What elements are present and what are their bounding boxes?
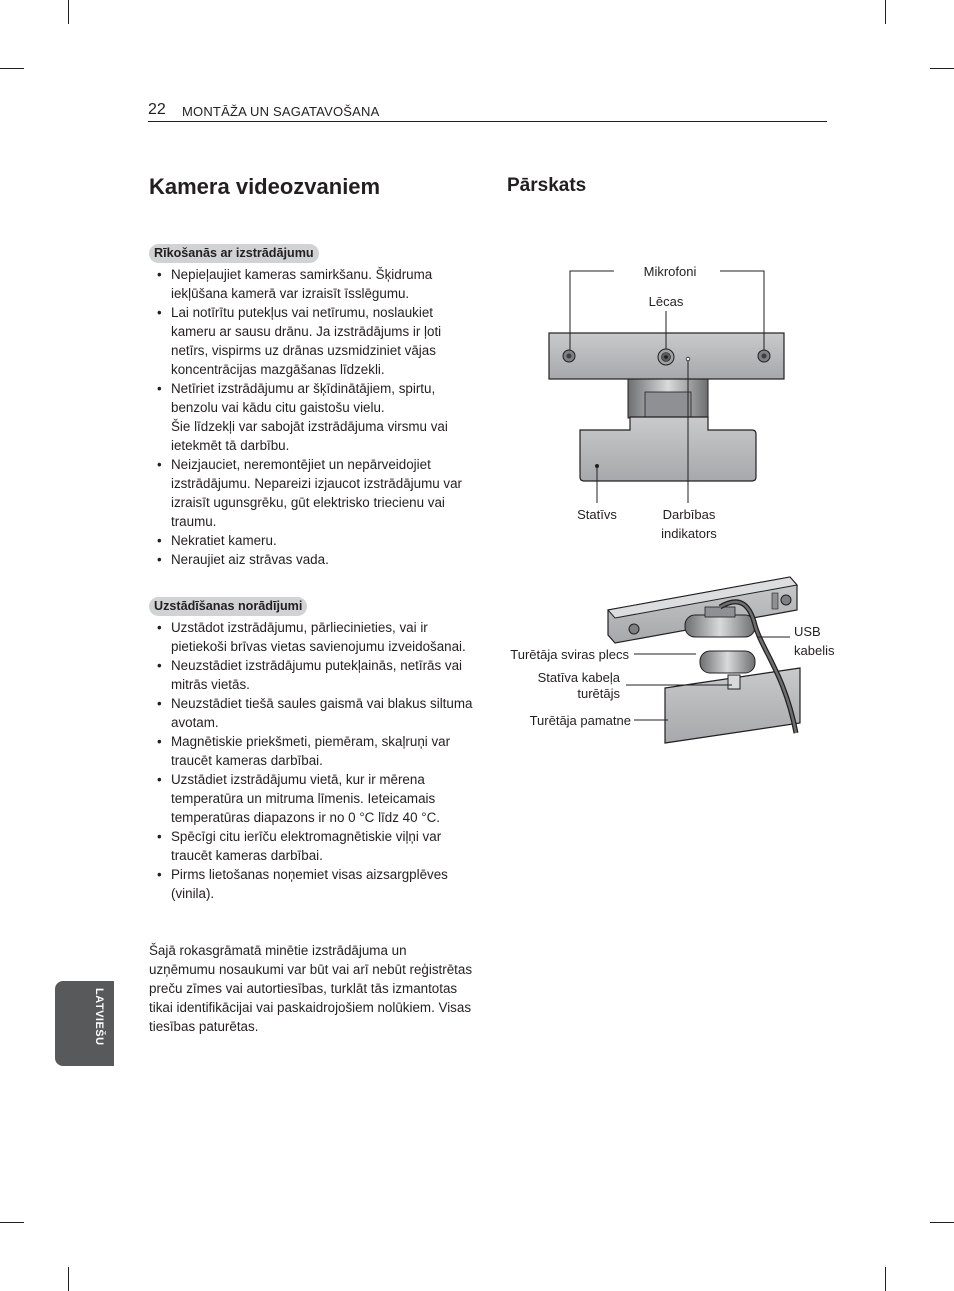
list-item: • Nepieļaujiet kameras samirkšanu. Šķidruma iekļūšana kamerā var izraisīt īsslēgumu. — [149, 265, 474, 303]
label-lens: Lēcas — [648, 294, 684, 309]
list-item: • Netīriet izstrādājumu ar šķīdinātājiem, spirtu, benzolu vai kādu citu gaistošu vielu. Šie līdzekļi var sabojāt izstrādājuma virsmu vai ietekmēt tā darbību. — [149, 379, 474, 455]
lens-icon — [658, 349, 674, 365]
disclaimer: Šajā rokasgrāmatā minētie izstrādājuma un uzņēmumu nosaukumi var būt vai arī nebūt reģistrētas preču zīmes vai autortiesības, turklāt tās izmantotas tikai identifikācijai vai paskaidrojošiem nolūkiem. Visas tiesības paturētas. — [149, 943, 473, 1034]
page-title: Kamera videozvaniem — [149, 174, 381, 199]
microphone-icon — [758, 350, 770, 362]
handling-heading: Rīkošanās ar izstrādājumu — [149, 244, 319, 263]
label-usb-line2: kabelis — [794, 643, 835, 658]
language-tab — [55, 981, 114, 1066]
list-item: • Uzstādiet izstrādājumu vietā, kur ir mērena temperatūra un mitruma līmenis. Ieteicamais temperatūras diapazons ir no 0 °C līdz 40 °C. — [149, 770, 474, 827]
list-item: • Neizjauciet, neremontējiet un nepārveidojiet izstrādājumu. Nepareizi izjaucot izstrādājumu var izraisīt ugunsgrēku, gūt elektrisko triecienu vai traumu. — [149, 455, 474, 531]
label-microphones: Mikrofoni — [643, 264, 697, 279]
indicator-icon — [686, 357, 690, 361]
list-item: • Nekratiet kameru. — [149, 531, 474, 550]
list-item-note: Šie līdzekļi var sabojāt izstrādājuma virsmu vai ietekmēt tā darbību. — [171, 419, 448, 453]
crop-mark — [885, 1267, 886, 1291]
section-name: MONTĀŽA UN SAGATAVOŠANA — [182, 104, 380, 119]
list-item: • Magnētiskie priekšmeti, piemēram, skaļruņi var traucēt kameras darbībai. — [149, 732, 474, 770]
label-indicator-line1: Darbības — [662, 507, 716, 522]
installation-heading: Uzstādīšanas norādījumi — [149, 597, 307, 616]
handling-section — [149, 243, 474, 569]
crop-mark — [68, 0, 69, 24]
list-item: • Pirms lietošanas noņemiet visas aizsargplēves (vinila). — [149, 865, 474, 903]
list-item: • Lai notīrītu putekļus vai netīrumu, noslaukiet kameru ar sausu drānu. Ja izstrādājums ir ļoti netīrs, vispirms uz drānas uzsmidziniet vājas koncentrācijas mazgāšanas līdzekli. — [149, 303, 474, 379]
label-lever: Turētāja sviras plecs — [510, 647, 629, 662]
list-item: • Neraujiet aiz strāvas vada. — [149, 550, 474, 569]
list-item: • Spēcīgi citu ierīču elektromagnētiskie viļņi var traucēt kameras darbībai. — [149, 827, 474, 865]
label-indicator-line2: indikators — [661, 526, 717, 541]
label-stand: Statīvs — [577, 507, 617, 522]
crop-mark — [0, 68, 24, 69]
label-base: Turētāja pamatne — [529, 713, 631, 728]
running-header — [148, 101, 827, 122]
camera-diagram — [500, 255, 850, 745]
stand-marker — [595, 464, 599, 468]
crop-mark — [885, 0, 886, 24]
handling-list — [149, 265, 474, 569]
label-cable-holder-line2: turētājs — [577, 686, 620, 701]
crop-mark — [68, 1267, 69, 1291]
installation-section — [149, 596, 474, 903]
installation-list — [149, 618, 474, 903]
list-item: • Neuzstādiet izstrādājumu putekļainās, netīrās vai mitrās vietās. — [149, 656, 474, 694]
page-number: 22 — [148, 101, 166, 118]
overview-title: Pārskats — [507, 175, 587, 196]
list-item: • Uzstādot izstrādājumu, pārliecinieties, vai ir pietiekoši brīvas vietas savienojumu izveidošanai. — [149, 618, 474, 656]
microphone-icon — [563, 350, 575, 362]
language-tab-label: LATVIEŠU — [93, 988, 105, 1046]
list-item: • Neuzstādiet tiešā saules gaismā vai blakus siltuma avotam. — [149, 694, 474, 732]
crop-mark — [930, 68, 954, 69]
label-cable-holder-line1: Statīva kabeļa — [537, 670, 620, 685]
label-usb-line1: USB — [794, 624, 821, 639]
crop-mark — [0, 1222, 24, 1223]
camera-mount-view — [608, 577, 800, 743]
crop-mark — [930, 1222, 954, 1223]
